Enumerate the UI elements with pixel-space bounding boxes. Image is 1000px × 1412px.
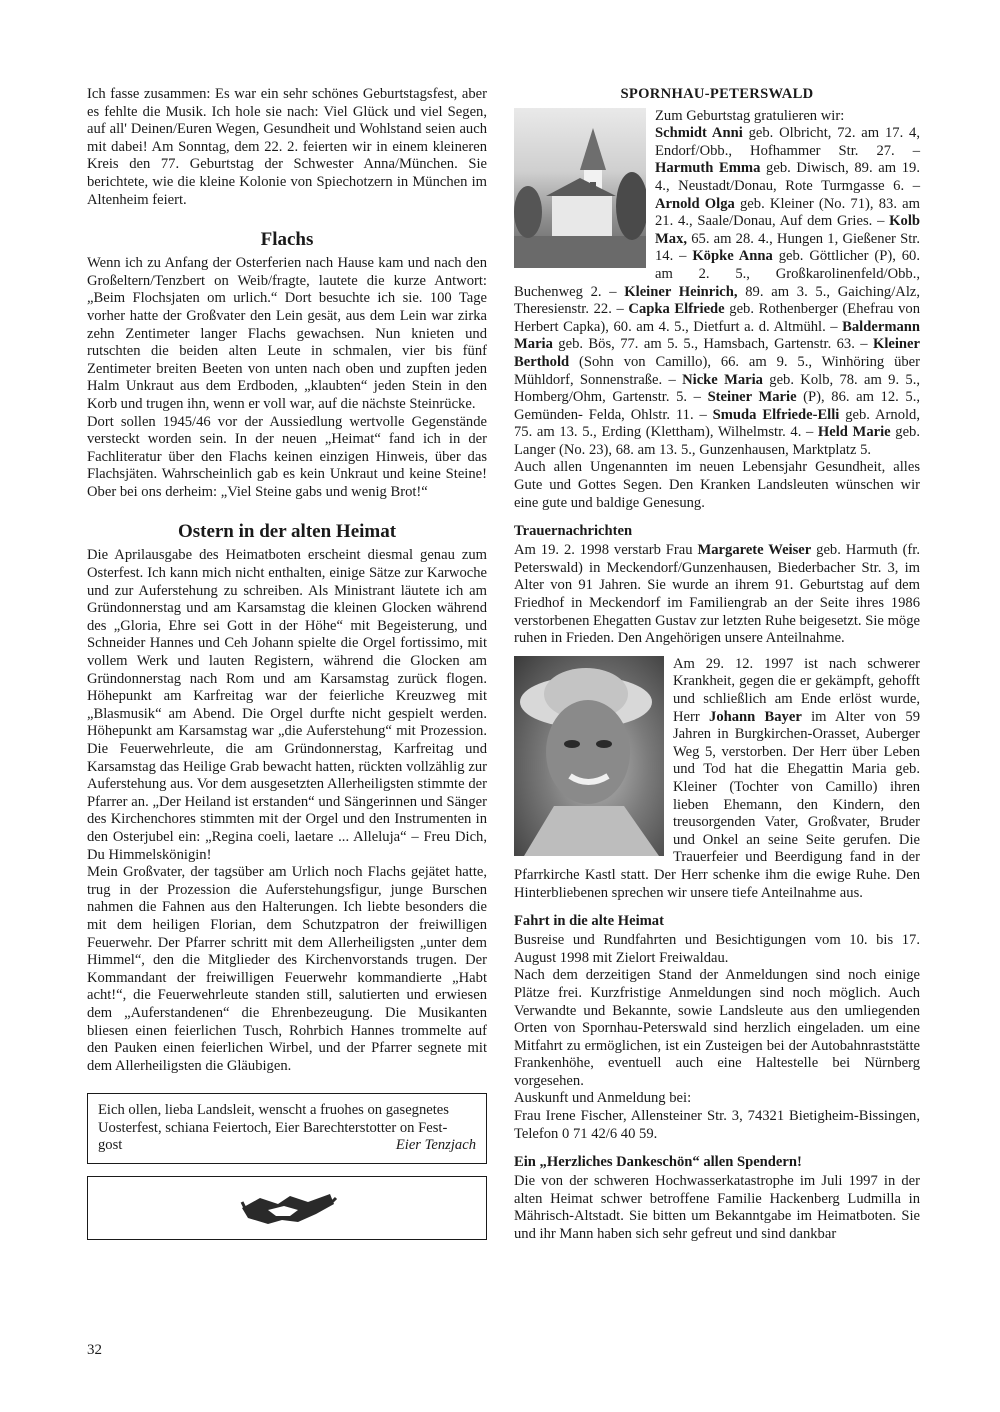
birthdays-outro: Auch allen Ungenannten im neuen Lebensjahr Gesundheit, alles Gute und Gottes Segen. Den Kranken Landsleuten wünschen wir eine gute und baldige Genesung. [514,459,920,511]
right-column [514,86,920,1244]
trauer-text-1b: geb. Harmuth (fr. Peterswald) in Meckendorf/Gunzenhausen, Biederbacher Str. 3, im Alter von 91 Jahren. Sie wurde an ihrem 91. Geburtstag auf dem Friedhof in Meckendorf im Familiengrab an der Seite ihres 1986 verstorbenen Ehegatten Gustav zur letzten Ruhe beigesetzt. Sie möge ruhen in Frieden. Den Angehörigen unsere Anteilnahme. [514,542,920,647]
handshake-box [87,1176,487,1240]
fahrt-paragraph-4: Frau Irene Fischer, Allensteiner Str. 3, 74321 Bietigheim-Bissingen, Telefon 0 71 42/6 40 59. [514,1108,920,1142]
trauer-name-2: Johann Bayer [709,708,802,725]
dank-heading: Ein „Herzliches Dankeschön“ allen Spendern! [514,1154,802,1171]
birthday-details: (Sohn von Camillo), 66. am 9. 5., Winhöring über Mühldorf, Sonnenstraße. – [514,353,920,388]
church-photo [514,108,646,268]
birthdays-intro: Zum Geburtstag gratulieren wir: [655,107,845,124]
spornhau-heading: SPORNHAU-PETERSWALD [620,86,814,102]
left-column [87,86,487,1240]
page-number: 32 [87,1342,102,1358]
trauer-name-1: Margarete Weiser [697,542,812,559]
greeting-line-3: gost [98,1137,123,1154]
birthday-details: geb. Langer (No. 23), 68. am 13. 5., Gunzenhausen, Marktplatz 5. [514,424,920,458]
fahrt-section [514,912,920,1143]
greeting-line-2: Uosterfest, schiana Feiertoch, Eier Barechterstotter on Fest- [98,1119,448,1136]
dank-section [514,1153,920,1243]
birthday-name: Arnold Olga [655,195,735,212]
greeting-line-3-row [98,1137,476,1155]
flachs-heading: Flachs [260,229,314,251]
fahrt-paragraph-1: Busreise und Rundfahrten und Besichtigungen vom 10. bis 17. August 1998 mit Zielort Freiwaldau. [514,932,920,966]
birthday-name: Nicke Maria [682,371,763,388]
church-icon [514,108,646,268]
trauer-heading: Trauernachrichten [514,523,633,540]
birthday-name: Harmuth Emma [655,160,761,177]
birthday-name: Baldermann Maria [514,318,920,353]
ostern-paragraph-1: Die Aprilausgabe des Heimatboten erscheint diesmal genau zum Osterfest. Ich kann mich nicht enthalten, einige Sätze zur Karwoche und zur Auferstehung zu schreiben. Als Ministrant läutete ich am Gründonnerstag und am Karsamstag die kleinen Glocken während des „Gloria, Ehre sei Gott in der Höhe“ mit Begeisterung, und Schneider Hannes und Ceh Johann spielte die Orgel fortissimo, mit vollem Werk und lauten Registern, während die Glocken am Gründonnerstag nach Rom und am Karsamstag zurück flogen. Höhepunkt am Karfreitag war der feierliche Kreuzweg mit „Blasmusik“ am Abend. Die Orgel durfte nicht gespielt werden. Höhepunkt am Karsamstag war „die Auferstehung“ mit Prozession. Die Feuerwehrleute, die am Gründonnerstag, Karfreitag und Karsamstag das Heilige Grab bewacht hatten, rückten vollzählig zur Auferstehung aus. Vor dem ausgesetzten Allerheiligsten stimmte der Pfarrer an. „Der Heiland ist erstanden“ und Sängerinnen und Sänger des Kirchenchores stimmten mit der Orgel und den Instrumenten in den Osterjubel ein: „Regina coeli, laetare ... Alleluja“ – Freu Dich, Du Himmelskönigin! [87,547,487,863]
ostern-heading: Ostern in der alten Heimat [177,521,397,543]
birthday-details: 65. am 28. 4., Hungen 1, Gießener Str. 14. – [655,230,920,265]
birthday-details: geb. Rothenberger (Ehefrau von Herbert Capka), 60. am 4. 5., Dietfurt a. d. Altmühl. – [514,301,920,335]
fahrt-heading: Fahrt in die alte Heimat [514,913,664,930]
ostern-paragraph-2: Mein Großvater, der tagsüber am Urlich noch Flachs gejätet hatte, trug in der Prozession die Auferstehungsfigur, junge Burschen nahmen die Fahnen aus den Halterungen. Ich liebte besonders die mit dem heiligen Florian, dem Schutzpatron der freiwilligen Feuerwehr. Der Pfarrer schritt mit dem Allerheiligsten „unter dem Himmel“, den die Mitglieder des Kirchenvorstands trugen. Der Kommandant der freiwilligen Feuerwehr kommandierte „Habt acht!“, die Feuerwehrleute standen still, salutierten und erwiesen dem „Auferstandenen“ die Ehrenbezeugung. Die Musikanten bliesen einen feierlichen Tusch, Rohrbich Hannes trommelte auf den Pauken einen feierlichen Wirbel, und der Pfarrer segnete mit dem Allerheiligsten die Gläubigen. [87,864,487,1074]
fahrt-paragraph-2: Nach dem derzeitigen Stand der Anmeldungen sind noch einige Plätze frei. Kurzfristige Anmeldungen sind noch möglich. Auch Verwandte und Bekannte, sowie Landsleute aus den umliegenden Orten von Spornhau-Peterswald sind herzlich eingeladen. um eine Mitfahrt zu ermöglichen, ist ein Zusteigen bei der Autobahnraststätte Frankenhöhe, eventuell auch eine Haltestelle bei Nürnberg vorgesehen. [514,967,920,1089]
flachs-paragraph-2: Dort sollen 1945/46 vor der Aussiedlung wertvolle Gegenstände versteckt worden sein. In der neuen „Heimat“ fand ich in der Fachliteratur über den Flachs keinen einzigen Hinweis, über das Flachsjäten. Wahrscheinlich gab es kein Unkraut und keine Steine! Ober bei ons derheim: „Viel Steine gabs und wenig Brot!“ [87,413,487,500]
birthday-list-entry [655,125,920,159]
birthday-details: geb. Olbricht, 72. am 17. 4, Endorf/Obb., Hofhammer Str. 27. – [655,125,920,159]
birthday-name: Capka Elfriede [628,301,725,318]
birthday-name: Smuda Elfriede-Elli [712,406,840,423]
handshake-icon [238,1180,338,1236]
trauer-text-1a: Am 19. 2. 1998 verstarb Frau [514,542,698,559]
portrait-icon [514,656,664,856]
birthday-name: Kolb Max, [655,213,920,247]
trauer-paragraph-1 [514,542,920,648]
birthday-name: Köpke Anna [692,248,773,265]
greeting-line-1: Eich ollen, lieba Landsleit, wenscht a fruohes on gasegnetes [98,1102,449,1119]
birthday-name: Held Marie [817,424,891,441]
birthday-details: geb. Kolb, 78. am 9. 5., Homberg/Ohm, Gartenstr. 5. – [514,371,920,406]
fahrt-paragraph-3: Auskunft und Anmeldung bei: [514,1090,692,1107]
trauer-text-2b: im Alter von 59 Jahren in Burgkirchen-Orasset, Auberger Weg 5, verstorben. Der Herr über Leben und Tod hat die Ehegattin Maria geb. Kleiner (Tochter von Camillo) ihren lieben Ehemann, den Kindern, den treusorgenden Vater, Großvater, Bruder und Onkel an seine Seite gerufen. Die Trauerfeier und Beerdigung fand in der Pfarrkirche Kastl statt. Der Herr schenke ihm die ewige Ruhe. Den Hinterbliebenen sprechen wir unsere tiefe Anteilnahme aus. [514,708,921,901]
birthday-details: 89. am 3. 5., Gaiching/Alz, Theresienstr. 22. – [514,283,921,318]
flachs-paragraph-1: Wenn ich zu Anfang der Osterferien nach Hause kam und nach den Großeltern/Tenzbert on Weib/fragte, lautete die kurze Antwort: „Beim Flochsjaten om urlich.“ Dort besuchte ich sie. 100 Tage vorher hatte der Großvater den Lein gesät, aus dem Lein war zirka zehn Zentimeter langer Flachs gewachsen. Nun knieten und rutschten die beiden alten Leute in schmalen, vier bis fünf Zentimeter breiten Beeten von unten nach oben und zupften jeden Halm Unkraut aus dem Erdboden, „klaubten“ jeden Stein in den Korb und trugen ihn, wenn er voll war, auf die nächste Steinrücke. [87,255,487,412]
birthday-details: geb. Göttlicher (P), 60. am 2. 5., Großkarolinenfeld/Obb., Buchenweg 2. – [514,248,920,300]
birthday-name: Kleiner Heinrich, [624,283,738,300]
birthday-name: Steiner Marie [707,389,797,406]
birthday-details: geb. Kleiner (No. 71), 83. am 21. 4., Saale/Donau, Auf dem Gries. – [655,195,921,230]
trauer-section [514,522,920,902]
birthday-details: geb. Bös, 77. am 5. 5., Hamsbach, Gartenstr. 63. – [552,336,873,353]
birthday-name: Schmidt Anni [655,125,743,142]
dank-paragraph: Die von der schweren Hochwasserkatastrophe im Juli 1997 in der alten Heimat schwer betroffene Familie Hackenberg Ludmilla in Mährisch-Altstadt. Sie bitten um Bekanntgabe im Heimatboten. Sie und ihr Mann haben sich sehr gefreut und sind dankbar [514,1173,920,1243]
intro-paragraph: Ich fasse zusammen: Es war ein sehr schönes Geburtstagsfest, aber es fehlte die Musik. Ich hole sie nach: Viel Glück und viel Segen, auf all' Deinen/Euren Wegen, Gesundheit und Wohlstand seien auch mit dabei! Am Sonntag, dem 22. 2. feierten wir in einem kleineren Kreis den 77. Geburtstag der Schwester Anna/München. Sie berichtete, wie die kleine Kolonie von Spiechotzern in München im Altenheim feiert. [87,86,487,208]
portrait-photo [514,656,664,856]
birthday-list-entry [655,160,920,194]
birthday-details: geb. Arnold, 75. am 13. 5., Erding (Klettham), Wilhelmstr. 4. – [514,406,920,441]
birthday-details: geb. Diwisch, 89. am 19. 4., Neustadt/Donau, Rote Turmgasse 6. – [655,160,920,194]
trauer-text-2a: Am 29. 12. 1997 ist nach schwerer Krankheit, gegen die er gekämpft, gehofft und schließlich am Ende erlöst wurde, Herr [673,655,920,725]
greeting-box [87,1093,487,1164]
greeting-signature: Eier Tenzjach [395,1137,476,1154]
birthday-name: Kleiner Berthold [514,336,920,370]
birthday-list-entry [655,196,920,230]
birthday-details: (P), 86. am 12. 5., Gemünden- Felda, Ohlstr. 11. – [514,389,921,423]
